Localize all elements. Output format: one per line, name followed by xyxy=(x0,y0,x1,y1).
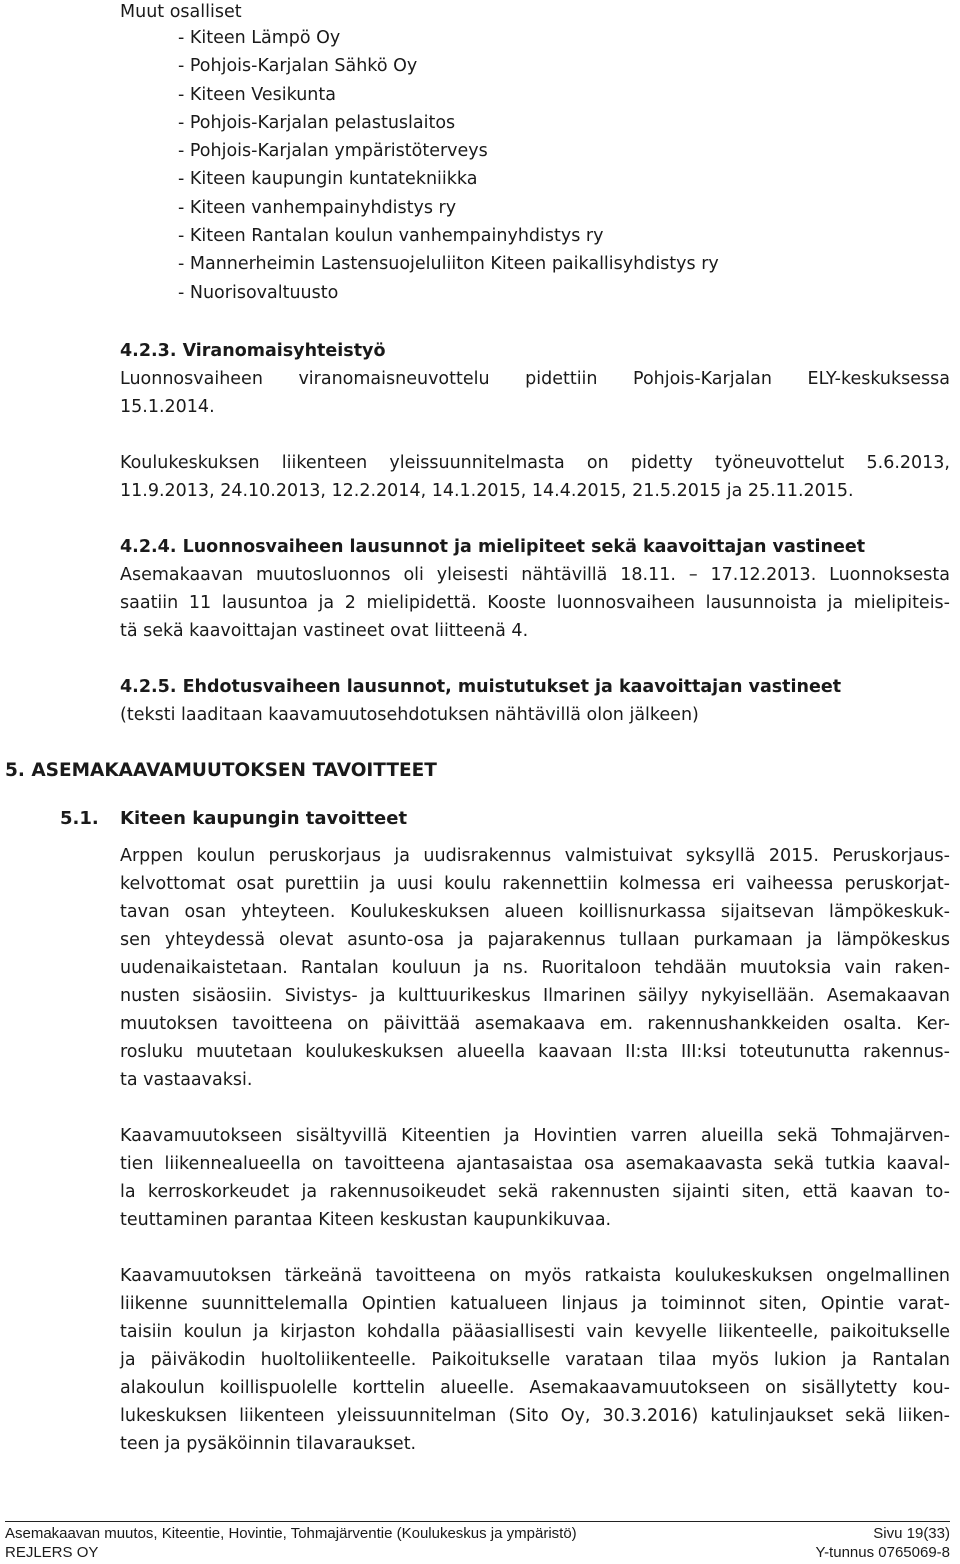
paragraph-line: Luonnosvaiheen viranomaisneuvottelu pidettiin Pohjois-Karjalan ELY-keskuksessa xyxy=(120,369,950,389)
paragraph-line: Koulukeskuksen liikenteen yleissuunnitelmasta on pidetty työneuvottelut 5.6.2013, xyxy=(120,453,950,473)
paragraph-line: lukeskuksen liikenteen yleissuunnitelman (Sito Oy, 30.3.2016) katulinjaukset sekä liiken- xyxy=(120,1406,950,1426)
paragraph-line: uudenaikaistetaan. Rantalan kouluun ja ns. Ruoritaloon tehdään muutoksia vain raken- xyxy=(120,958,950,978)
paragraph-line: nusten sisäosiin. Sivistys- ja kulttuurikeskus Ilmarinen säilyy nykyisellään. Asemakaavan xyxy=(120,986,950,1006)
paragraph-line: ta vastaavaksi. xyxy=(120,1070,253,1090)
paragraph-line: tä sekä kaavoittajan vastineet ovat liitteenä 4. xyxy=(120,621,529,641)
paragraph-line: Asemakaavan muutosluonnos oli yleisesti nähtävillä 18.11. – 17.12.2013. Luonnoksesta xyxy=(120,565,950,585)
section-5-1-heading: Kiteen kaupungin tavoitteet xyxy=(120,808,408,829)
paragraph-line: 11.9.2013, 24.10.2013, 12.2.2014, 14.1.2015, 14.4.2015, 21.5.2015 ja 25.11.2015. xyxy=(120,481,854,501)
paragraph-line: alakoulun koillispuolelle korttelin alueelle. Asemakaavamuutokseen on sisällytetty kou- xyxy=(120,1378,950,1398)
list-item: - Pohjois-Karjalan Sähkö Oy xyxy=(178,56,418,77)
participants-heading: Muut osalliset xyxy=(120,2,242,22)
section-5-1-number: 5.1. xyxy=(60,808,99,829)
list-item: - Kiteen Vesikunta xyxy=(178,84,336,105)
paragraph-line: Kaavamuutoksen tärkeänä tavoitteena on myös ratkaista koulukeskuksen ongelmallinen xyxy=(120,1266,950,1286)
paragraph-line: sen yhteydessä olevat asunto-osa ja pajarakennus tullaan purkamaan ja lämpökeskus xyxy=(120,930,950,950)
footer-row-2 xyxy=(5,1544,950,1564)
paragraph-line: ja päiväkodin huoltoliikenteelle. Paikoitukselle varataan tilaa myös lukion ja Rantalan xyxy=(120,1350,950,1370)
footer-row-1 xyxy=(5,1525,950,1545)
footer-doc-title: Asemakaavan muutos, Kiteentie, Hovintie, Tohmajärventie (Koulukeskus ja ympäristö) xyxy=(5,1525,577,1542)
paragraph-line: rosluku muutetaan koulukeskuksen alueella kaavaan II:sta III:ksi toteutunutta rakennus- xyxy=(120,1042,950,1062)
list-item: - Kiteen Rantalan koulun vanhempainyhdistys ry xyxy=(178,226,604,247)
section-4-2-3-heading: 4.2.3. Viranomaisyhteistyö xyxy=(120,341,386,361)
list-item: - Pohjois-Karjalan ympäristöterveys xyxy=(178,141,488,162)
list-item: - Nuorisovaltuusto xyxy=(178,282,339,303)
paragraph-line: teen ja pysäköinnin tilavaraukset. xyxy=(120,1434,417,1454)
list-item: - Kiteen kaupungin kuntatekniikka xyxy=(178,169,478,190)
section-4-2-4-heading: 4.2.4. Luonnosvaiheen lausunnot ja mielipiteet sekä kaavoittajan vastineet xyxy=(120,537,866,557)
participants-list xyxy=(178,24,719,307)
paragraph-line: Arppen koulun peruskorjaus ja uudisrakennus valmistuivat syksyllä 2015. Peruskorjaus- xyxy=(120,846,950,866)
paragraph-line: liikenne suunnittelemalla Opintien katualueen linjaus ja toiminnot siten, Opintie varat- xyxy=(120,1294,950,1314)
paragraph-line: tien liikennealueella on tavoitteena ajantasaistaa osa asemakaavasta sekä tutkia kaaval- xyxy=(120,1154,950,1174)
paragraph-line: kelvottomat osat purettiin ja uusi koulu rakennettiin kolmessa eri vaiheessa peruskorjat- xyxy=(120,874,950,894)
footer-divider xyxy=(5,1521,950,1522)
paragraph-line: taisiin koulun ja kirjaston kohdalla pääasiallisesti vain kevyelle liikenteelle, paikoitukselle xyxy=(120,1322,950,1342)
footer-business-id: Y-tunnus 0765069-8 xyxy=(815,1544,950,1561)
paragraph-line: Kaavamuutokseen sisältyvillä Kiteentien ja Hovintien varren alueilla sekä Tohmajärven- xyxy=(120,1126,950,1146)
paragraph-line: la kerroskorkeudet ja rakennusoikeudet sekä rakennusten sijainti siten, että kaavan to- xyxy=(120,1182,950,1202)
section-5-heading: 5. ASEMAKAAVAMUUTOKSEN TAVOITTEET xyxy=(5,760,437,781)
list-item: - Kiteen Lämpö Oy xyxy=(178,28,341,48)
section-4-2-5-heading: 4.2.5. Ehdotusvaiheen lausunnot, muistutukset ja kaavoittajan vastineet xyxy=(120,677,842,697)
list-item: - Kiteen vanhempainyhdistys ry xyxy=(178,197,457,218)
list-item: - Pohjois-Karjalan pelastuslaitos xyxy=(178,112,456,133)
paragraph-line: (teksti laaditaan kaavamuutosehdotuksen nähtävillä olon jälkeen) xyxy=(120,705,699,725)
paragraph-line: muutoksen tavoitteena on päivittää asemakaava em. rakennushankkeiden osalta. Ker- xyxy=(120,1014,950,1034)
list-item: - Mannerheimin Lastensuojeluliiton Kiteen paikallisyhdistys ry xyxy=(178,254,719,275)
paragraph-line: 15.1.2014. xyxy=(120,397,215,417)
paragraph-line: teuttaminen parantaa Kiteen keskustan kaupunkikuvaa. xyxy=(120,1210,612,1230)
footer-company: REJLERS OY xyxy=(5,1544,99,1561)
paragraph-line: saatiin 11 lausuntoa ja 2 mielipidettä. Kooste luonnosvaiheen lausunnoista ja mielipiteis- xyxy=(120,593,950,613)
footer-page-number: Sivu 19(33) xyxy=(873,1525,950,1542)
paragraph-line: tavan osan yhteyteen. Koulukeskuksen alueen koillisnurkassa sijaitsevan lämpökeskuk- xyxy=(120,902,950,922)
